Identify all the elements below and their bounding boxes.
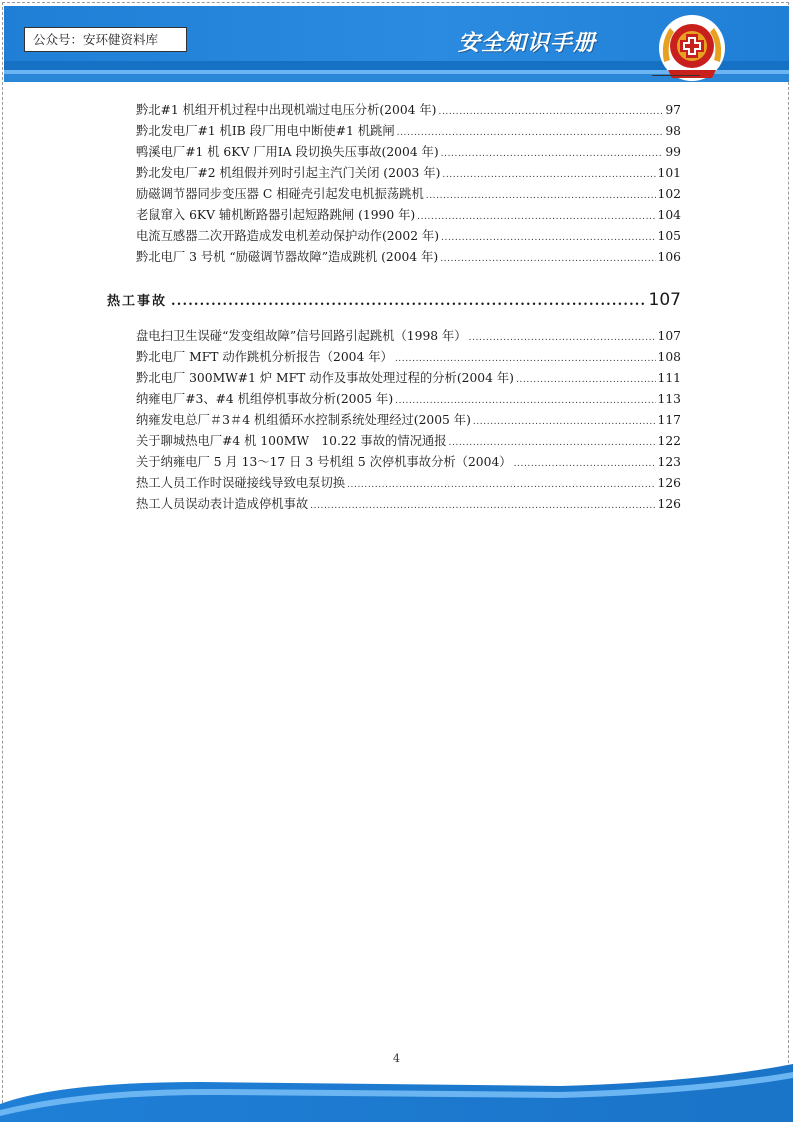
toc-entry[interactable] <box>136 452 681 471</box>
toc-leader-dots <box>395 392 655 406</box>
toc-entry-title: 纳雍电厂#3、#4 机组停机事故分析(2005 年) <box>136 392 394 406</box>
toc-leader-dots <box>514 455 656 469</box>
toc-entry-title: 关于纳雍电厂 5 月 13～17 日 3 号机组 5 次停机事故分析（2004） <box>136 455 512 469</box>
toc-leader-dots <box>441 229 655 243</box>
toc-entry-title: 鸭溪电厂#1 机 6KV 厂用ⅠA 段切换失压事故(2004 年) <box>136 145 439 159</box>
toc-leader-dots <box>417 208 655 222</box>
toc-leader-dots <box>449 434 656 448</box>
toc-entry-page: 111 <box>657 371 681 385</box>
toc-entry-page: 105 <box>657 229 681 243</box>
toc-leader-dots <box>473 413 656 427</box>
header-badge: 公众号：安环健资料库 <box>24 27 187 52</box>
toc-entry-title: 热工人员误动表计造成停机事故 <box>136 497 309 511</box>
toc-entry[interactable] <box>136 494 681 513</box>
toc-leader-dots <box>469 329 656 343</box>
toc-leader-dots <box>426 187 656 201</box>
toc-entry-title: 盘电扫卫生误碰“发变组故障”信号回路引起跳机（1998 年） <box>136 329 467 343</box>
header-title: 安全知识手册 <box>458 31 597 56</box>
toc-entry[interactable] <box>136 247 681 266</box>
toc-entry[interactable] <box>136 184 681 203</box>
page-number: 4 <box>393 1052 400 1065</box>
toc-entry-page: 126 <box>657 497 681 511</box>
section-leader-dots <box>171 290 645 309</box>
toc-entry-page: 104 <box>657 208 681 222</box>
toc-entry-title: 励磁调节器同步变压器 C 相碰壳引起发电机振荡跳机 <box>136 187 424 201</box>
toc-entry-page: 101 <box>657 166 681 180</box>
toc-leader-dots <box>347 476 655 490</box>
toc-entry[interactable] <box>136 368 681 387</box>
safety-emblem-logo <box>652 12 734 84</box>
toc-entry-page: 98 <box>665 124 681 138</box>
toc-leader-dots <box>440 250 655 264</box>
toc-leader-dots <box>395 350 656 364</box>
toc-leader-dots <box>441 145 664 159</box>
toc-entry-page: 106 <box>657 250 681 264</box>
toc-entry-title: 老鼠窜入 6KV 辅机断路器引起短路跳闸 (1990 年) <box>136 208 416 222</box>
toc-entry[interactable] <box>136 347 681 366</box>
toc-entry[interactable] <box>136 431 681 450</box>
toc-entry[interactable] <box>136 100 681 119</box>
header-rule <box>652 75 700 76</box>
toc-leader-dots <box>438 103 663 117</box>
section-title: 热工事故 <box>107 294 168 309</box>
toc-entry-page: 107 <box>657 329 681 343</box>
toc-entry[interactable] <box>136 226 681 245</box>
toc-entry-page: 122 <box>657 434 681 448</box>
toc-entry-title: 热工人员工作时误碰接线导致电泵切换 <box>136 476 346 490</box>
toc-entry-page: 102 <box>657 187 681 201</box>
toc-entry-page: 99 <box>665 145 681 159</box>
toc-leader-dots <box>397 124 664 138</box>
toc-leader-dots <box>516 371 656 385</box>
toc-entry[interactable] <box>136 410 681 429</box>
toc-entry[interactable] <box>136 389 681 408</box>
toc-entry[interactable] <box>136 142 681 161</box>
toc-entry-page: 97 <box>665 103 681 117</box>
toc-entry-page: 126 <box>657 476 681 490</box>
toc-entry[interactable] <box>136 121 681 140</box>
toc-entry-title: 黔北电厂 3 号机 “励磁调节器故障”造成跳机 (2004 年) <box>136 250 439 264</box>
toc-entry-title: 电流互感器二次开路造成发电机差动保护动作(2002 年) <box>136 229 440 243</box>
toc-entry-page: 123 <box>657 455 681 469</box>
toc-entry-page: 113 <box>657 392 681 406</box>
toc-leader-dots <box>310 497 655 511</box>
toc-entry-title: 纳雍发电总厂＃3＃4 机组循环水控制系统处理经过(2005 年) <box>136 413 471 427</box>
toc-section-heading[interactable] <box>107 290 681 314</box>
toc-entry-title: 关于聊城热电厂#4 机 100MW 10.22 事故的情况通报 <box>136 434 447 448</box>
section-page: 107 <box>648 290 681 310</box>
toc-entry-title: 黔北电厂 300MW#1 炉 MFT 动作及事故处理过程的分析(2004 年) <box>136 371 514 385</box>
toc-leader-dots <box>442 166 655 180</box>
toc-entry[interactable] <box>136 205 681 224</box>
toc-entry[interactable] <box>136 163 681 182</box>
toc-entry-title: 黔北#1 机组开机过程中出现机端过电压分析(2004 年) <box>136 103 437 117</box>
toc-entry-title: 黔北发电厂#2 机组假并列时引起主汽门关闭 (2003 年) <box>136 166 441 180</box>
toc-entry-title: 黔北发电厂#1 机ⅠB 段厂用电中断使#1 机跳闸 <box>136 124 395 138</box>
toc-entry-page: 117 <box>657 413 681 427</box>
toc-entry-page: 108 <box>657 350 681 364</box>
toc-entry[interactable] <box>136 326 681 345</box>
toc-entry-title: 黔北电厂 MFT 动作跳机分析报告（2004 年） <box>136 350 393 364</box>
toc-entry[interactable] <box>136 473 681 492</box>
